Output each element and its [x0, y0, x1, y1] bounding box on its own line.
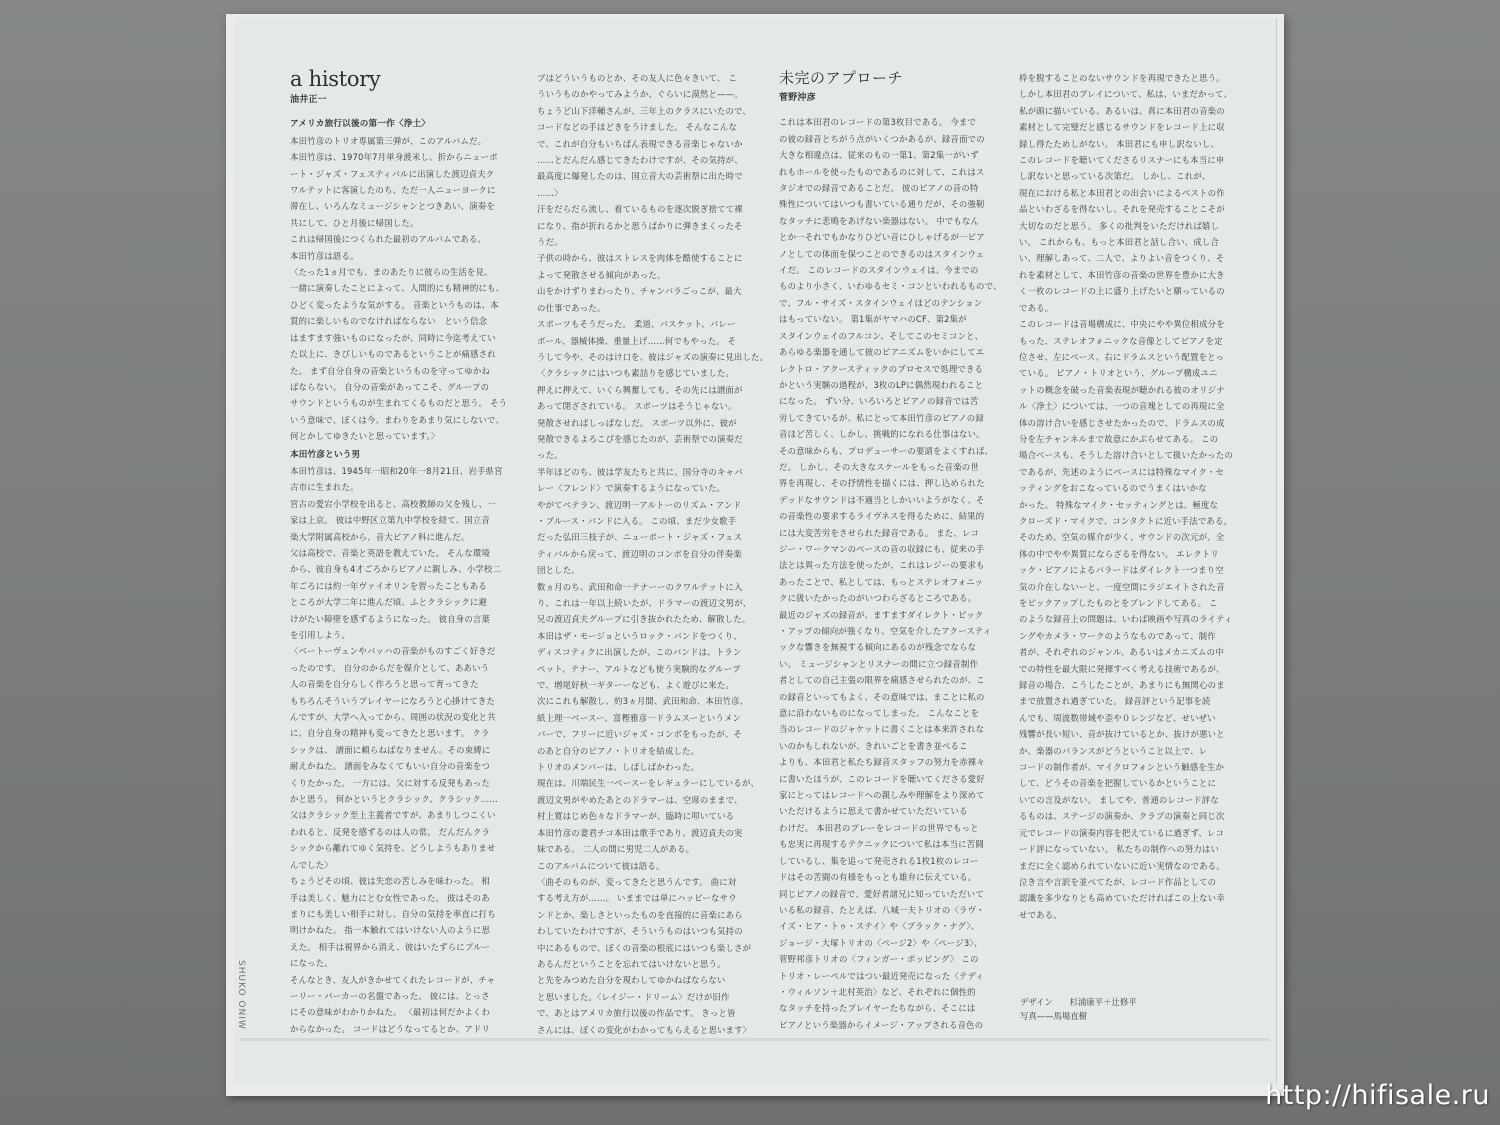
text-line: わけだ。 本田君のプレーをレコードの世界でもっと [779, 822, 979, 833]
text-line: えた。 相手は視界から消え、彼はいたずらにブルー [290, 941, 491, 952]
text-line: ンドとか、楽しさといったものを直接的に音楽にあら [537, 909, 743, 920]
text-line: 父は高校で、音楽と英語を教えていた。 そんな環境 [290, 547, 490, 558]
text-line: イだ。 このレコードのスタインウェイは、今までの [779, 265, 979, 276]
text-line: 汗をだらだら流し、着ているものを逐次脱ぎ捨てて裸 [537, 204, 743, 215]
text-line: これは帰国後につくられた最初のアルバムである。 [290, 234, 487, 245]
text-line: んでも、周波数帯域や歪や０レンジなど、せいぜい [1019, 712, 1216, 723]
text-line: になり、指が折れるかと思うばかりに弾きまくったそ [537, 220, 743, 231]
text-line: はますます強いものになったが、同時に今迄考えてい [290, 332, 496, 343]
text-line: シックは、 譜面に頼らねばなりません。その束縛に [290, 744, 491, 755]
text-line: るものは、ステージの演奏か、クラブの演奏と同じ次 [1019, 811, 1225, 822]
text-line: からなかった。 コードはどうなってるとか、アドリ [290, 1023, 491, 1034]
text-line: 団とした。 [537, 565, 580, 576]
text-line: と思いました。〈レイジー・ドリーム〉だけが旧作 [537, 991, 730, 1002]
text-line: さんには、ぼくの変化がわかってもらえると思います〉 [537, 1024, 752, 1035]
text-line: 共にして、ひと月後に帰国した。 [290, 217, 419, 228]
article-title-mikan: 未完のアプローチ [779, 69, 904, 87]
text-line: 泣き言や言訳を並べてたが、レコード作品としての [1019, 876, 1217, 887]
text-line: ている。 ピアノ・トリオという、グループ構成ユニ [1019, 368, 1218, 379]
text-line: 気の介在しないーと、一度空間にラジエイトされた音 [1019, 581, 1225, 592]
text-line: 同じピアノの録音で、愛好者諸兄に知っていただいて [779, 888, 984, 899]
text-line: ペット、テナー、アルトなども使う実験的なグループ [537, 663, 741, 674]
text-line: だ。 しかし、その大きなスケールをもった音楽の世 [779, 461, 979, 472]
text-line: 宮古の愛宕小学校を出ると、高校教師の父を残し、一 [290, 498, 496, 509]
text-line: ボール、器械体操、重量上げ……何でもやった。 そ [537, 335, 737, 346]
text-line: 品といわざるを得ないし、それを発売することこそが [1019, 204, 1225, 215]
text-line: ういうものかやってみようか、ぐらいに漠然と——。 [537, 89, 743, 100]
text-line: になった。 [290, 958, 333, 969]
text-line: ングやカメラ・ワークのようなものであって、制作 [1019, 630, 1216, 641]
text-line: に書いたほうが、このレコードを聴いてくださる愛好 [779, 773, 985, 784]
text-line: レクトロ・アクースティックのプロセスで処理できる [779, 363, 984, 374]
text-line: 者としての自己主張の限界を痛感させられたのが、こ [779, 675, 985, 686]
text-line: と先をみつめた自分を現わしてゆかねばならない [537, 975, 726, 986]
text-line: 本田竹彦は、1945年一昭和20年一8月21日、岩手県宮 [290, 465, 503, 476]
paragraph-block-4 [779, 114, 1002, 1033]
text-line: 者が、それぞれのジャンル、あるいはメカニズムの中 [1019, 647, 1224, 658]
text-line: ……〉 [537, 187, 563, 198]
subheading-2: 本田竹彦という男 [290, 449, 361, 460]
text-line: 労してきているが、私にとって本田竹彦のピアノの録 [779, 412, 984, 423]
text-line: イズ・ヒア・トゥ・ステイ〉や〈ブラック・ナグ〉、 [779, 921, 980, 932]
text-line: た以上に、きびしいものであるということが痛感され [290, 349, 496, 360]
text-line: 体の中でやや異質にならざるを得ない。 エレクトリ [1019, 548, 1219, 559]
text-line: 妹である。 二人の間に男児二人がある。 [537, 844, 695, 855]
text-line: ワルテットに客演したのち、ただ一人ニューヨークに [290, 185, 496, 196]
text-line: 数ヵ月のち、武田和命一テナーーのクワルテットに入 [537, 581, 743, 592]
text-line: もちろんそういうプレイヤーになろうと心掛けてきた [290, 695, 496, 706]
text-line: 界を再現し、その抒情性を描くには、押し込められた [779, 478, 985, 489]
text-line: 本田竹彦は、1970年7月単身渡米し、折からニューポ [290, 152, 498, 163]
text-line: 子供の時から、彼はストレスを肉体を酷使することに [537, 253, 743, 264]
text-line: うして今や、そのはけ口を、彼はジャズの演奏に見出した。 [537, 351, 769, 362]
text-line: んでした〉 [290, 859, 333, 870]
text-line: あるんだということを忘れてはいけないと思う。 [537, 958, 726, 969]
text-line: なタッチに悲鳴をあげない楽器はない。 中でもなん [779, 215, 980, 226]
text-line: コードなどの手ほどきをうけました。 そんなこんな [537, 122, 738, 133]
text-line: クに扱いたかったのがいつわらざるところである。 [779, 593, 977, 604]
text-line: 質的に楽しいものでなければならない という信念 [290, 316, 488, 327]
text-line: ック・ピアノによるバラードはダイレクト一つまり空 [1019, 565, 1224, 576]
text-line: とか一それでもかなりひどい音にひしゃげるが一ピア [779, 232, 985, 243]
text-line: ものより小さく、いわゆるセミ・コンといわれるもので、 [779, 281, 1002, 292]
text-line: 〈クラシックにはいつも素詰りを感じていました。 [537, 368, 735, 379]
text-line: あって閉ざされている。 スポーツはそうじゃない。 [537, 401, 737, 412]
column-4 [1019, 70, 1249, 923]
text-line: バーで、フリーに近いジャズ・コンボをもったが、そ [537, 729, 743, 740]
column-3 [779, 66, 1002, 1033]
text-line: けがたい障壁を感ずるようになった。 彼自身の言葉 [290, 613, 491, 624]
text-line: 一緒に演奏したことによって、人間的にも精神的にも、 [290, 283, 505, 294]
text-line: 法とは異った方法を使ったが、これはレジーの要求も [779, 560, 985, 571]
text-line: このレコードを聴いてくださるリスナーにも本当に申 [1019, 155, 1225, 166]
text-line: ちょうどその頃、彼は失恋の苦しみを味わった。 相 [290, 876, 491, 887]
text-line: うだ。 [537, 237, 563, 248]
text-line: 紙上理一ベースー、富樫雅彦一ドラムスーというメン [537, 712, 742, 723]
text-line: われると、反発を感ずるのは人の常。 だんだんクラ [290, 826, 491, 837]
text-line: ル〈浄土〉については、一つの音塊としての再現に全 [1019, 401, 1225, 412]
text-line: の仕事であった。 [537, 302, 606, 313]
text-line: これは本田君のレコードの第3枚目である。 今まで [779, 117, 977, 128]
text-line: た。 まず自分自身の音楽というものを守ってゆかね [290, 365, 491, 376]
text-line: ノとしての体面を保つことのできるのはスタインウェ [779, 248, 985, 259]
text-line: し訳ないと思っている次第だ。 しかし、これが、 [1019, 171, 1211, 182]
text-line: レー〈フレンド〉で演奏するようになっていた。 [537, 483, 726, 494]
text-line: 残響が長い短い、音が抜けているとか、抜けが悪いと [1019, 729, 1225, 740]
text-line: 本田竹彦のトリオ専属第三弾が、このアルバムだ。 [290, 135, 487, 146]
text-line: ットの概念を破った音楽表現が聴かれる彼のオリジナ [1019, 384, 1225, 395]
paragraph-block-1 [290, 133, 515, 445]
text-line: ……とだんだん感じてきたわけですが、その気持が、 [537, 155, 743, 166]
text-line: で、あとはアメリカ旅行以後の作品です。 きっと皆 [537, 1008, 736, 1019]
text-line: デッドなサウンドは不適当としかいいようがなく、そ [779, 494, 985, 505]
article-title-a-history: a history [290, 67, 381, 91]
text-line: 半年ほどのち、彼は学友たちと共に、国分寺のキャバ [537, 466, 743, 477]
credits-block [1020, 995, 1137, 1023]
record-edge [240, 1038, 1270, 1041]
text-line: 何とかしてゆきたいと思っています。〉 [290, 431, 440, 442]
text-line: まだに全く認められていないに近い実情なのである。 [1019, 860, 1225, 871]
text-line: 古市に生まれた。 [290, 482, 359, 493]
text-line: 私が頭に描いている、あるいは、真に本田君の音楽の [1019, 105, 1225, 116]
text-line: あったことで、私としては、もっとステレオフォニッ [779, 576, 984, 587]
text-line: 場合ベースも、そうした溶け合いとして扱いたかったの [1019, 450, 1233, 461]
text-line: せである。 [1019, 909, 1062, 920]
text-line: 発散させればしっぱなしだ。 スポーツ以外に、彼が [537, 417, 737, 428]
text-line: い。 これからも、もっと本田君と話し合い、成し合 [1019, 237, 1220, 248]
text-line: そのため、空気の媒介が少く、サウンドの次元が、全 [1019, 532, 1225, 543]
text-line: スポーツもそうだった。 柔道、バスケット、バレー [537, 319, 736, 330]
text-line: はもっていない。 第1集がヤマハのCF、第2集が [779, 314, 967, 325]
text-line: しているし、集を追って発売される1枚1枚のレコー [779, 855, 979, 866]
text-line: シックから離れてゆく気持を、どうしようもありませ [290, 843, 496, 854]
text-line: 現在における私と本田君との出会いによるベストの作 [1019, 187, 1225, 198]
text-line: まりにも美しい相手に対し、自分の気持を率直に打ち [290, 908, 496, 919]
text-line: して、どうその音楽を把握しているかということに [1019, 778, 1217, 789]
text-line: 年ごろには約一年ヴァイオリンを習ったこともある [290, 580, 487, 591]
subheading-1: アメリカ旅行以後の第一作〈浄土〉 [290, 119, 431, 130]
text-line: 人の音楽を自分らしく作ろうと思って育ってきた [290, 679, 479, 690]
text-line: かと思う。 何かというとクラシック、クラシック…… [290, 794, 498, 805]
text-line: 楽大学附属高校から、音大ピアノ科に進んだ。 [290, 531, 470, 542]
text-line: 押えに押えて、いくら興奮しても、その先には譜面が [537, 384, 743, 395]
text-line: れを素材として、本田竹彦の音楽の世界を豊かに大き [1019, 269, 1225, 280]
text-line: 録し得たためしがない。 本田君にも申し訳ないし、 [1019, 138, 1220, 149]
text-line: の音楽性の要求するライヴネスを得るために、結果的 [779, 511, 985, 522]
text-line: ード評になっていない。 私たちの制作への努力はい [1019, 844, 1220, 855]
text-line: 手は美しく、魅力にとむ女性であった。 彼はそのあ [290, 892, 490, 903]
text-line: だった弘田三枝子が、ニューポート・ジャズ・フェス [537, 532, 743, 543]
text-line: 体の溶け合いを感じさせたかったので、ドラムスの成 [1019, 417, 1225, 428]
text-line: 殊性についてはいつも書いている通りだが、その強靭 [779, 199, 985, 210]
text-line: 〈ベートーヴェンやバッハの音楽がものすごく好きだ [290, 646, 496, 657]
text-line: 滞在し、いろんなミュージシャンとつきあい、演奏を [290, 201, 495, 212]
paragraph-block-5 [1019, 70, 1249, 923]
text-line: く一枚のレコードの上に盛り上げたいと願っているの [1019, 286, 1225, 297]
text-line: ドはその苦闘の有様をもっとも雄弁に伝えている。 [779, 872, 977, 883]
credit-design: デザイン 杉浦康平＋辻修平 [1020, 997, 1137, 1007]
text-line: ところが大学二年に進んだ頃、ふとクラシックに避 [290, 597, 488, 608]
text-line: トリオのメンバーは、しばしばかわった。 [537, 762, 700, 773]
text-line: 素材として完璧だと感じるサウンドをレコード上に収 [1019, 122, 1225, 133]
text-line: する考え方が……。 いままでは単にハッピーなサウ [537, 893, 737, 904]
text-line: 本田はザ・モージョというロック・バンドをつくり、 [537, 630, 742, 641]
text-line: った。 [537, 450, 563, 461]
text-line: での特性を最大限に発揮すべく考える技術であるが、 [1019, 663, 1225, 674]
text-line: 家は上京。 彼は中野区立第九中学校を経て、国立音 [290, 515, 490, 526]
text-line: の録音といってもよく、その意味では、まことに私の [779, 691, 985, 702]
article-author-2: 菅野沖彦 [779, 93, 816, 103]
text-line: を引用しよう。 [290, 630, 351, 640]
text-line: よって発散させる傾向があった。 [537, 269, 666, 280]
text-line: 位させ、左にベース、右にドラムスという配置をとっ [1019, 351, 1225, 362]
text-line: なタッチを持ったプレイヤーたちながら、そこには [779, 1003, 976, 1014]
text-line: まで放置され過ぎていた。 録音評という記事を読 [1019, 696, 1211, 707]
text-line: いる私の録音、たとえば、八城一夫トリオの〈ラヴ・ [779, 904, 985, 915]
text-line: トリオ・レーベルではつい最近発売になった〈テディ [779, 970, 985, 981]
text-line: クローズド・マイクで、コンタクトに近い手法である。 [1019, 515, 1233, 526]
text-line: い、理解しあって、二人で、よりよい音をつくり、そ [1019, 253, 1225, 264]
text-line: いのかもしれないが、きれいごとを書き並べるこ [779, 740, 968, 751]
paragraph-block-3 [537, 70, 769, 1038]
text-line: り、これは一年以上続いたが、ドラマーの渡辺文男が、 [537, 598, 752, 608]
text-line: 現在は、川端民生一ベースーをレギュラーにしているが、 [537, 778, 760, 789]
text-line: い。 ミュージシャンとリスナーの間に立つ録音制作 [779, 658, 979, 669]
text-line: 本田竹彦は語る。 [290, 250, 359, 261]
text-line: から、彼自身も4才ごろからピアノに親しみ、小学校二 [290, 564, 502, 575]
text-line: いての言及がない。 ましてや、普通のレコード評な [1019, 794, 1219, 805]
text-line: 認識を多少なりとも高めていただければこの上ない幸 [1019, 893, 1225, 904]
text-line: ・ウィルソン＋北村英治〉など、それぞれに個性的 [779, 986, 976, 997]
text-line: わしていたわけですが、そういうものはいつも気持の [537, 926, 743, 937]
column-1 [290, 66, 515, 1037]
text-line: ート・ジャズ・フェスティバルに出演した渡辺貞夫ク [290, 168, 495, 179]
text-line: 意に沿わないものになってしまった。 こんなことを [779, 708, 980, 719]
text-line: いただけるように思えて書かせていただいている [779, 806, 968, 817]
text-line: サウンドというものが生まれてくるものだと思う。 そう [290, 398, 508, 409]
text-line: をピックアップしたものとをブレンドしてある。 こ [1019, 598, 1218, 608]
text-line: 家にとってはレコードへの親しみや理解をより深めて [779, 790, 985, 801]
text-line: のような録音上の問題は、いわば映画や写真のライティ [1019, 614, 1233, 625]
text-line: あらゆる楽器を通して彼のピアニズムをいかにしてエ [779, 347, 985, 358]
text-line: 大きな相違点は、従来のもの一第1、第2集一がいず [779, 150, 979, 161]
text-line: スタインウェイのフルコン、そしてこのセミコンと、 [779, 330, 984, 341]
text-line: 分を左チャンネルまで故意にかぶらせてある。 この [1019, 433, 1219, 444]
text-line: コードの制作者が、マイクロフォンという触感を生か [1019, 762, 1225, 773]
text-line: には大変苦労をさせられた録音である。 また、レコ [779, 527, 980, 538]
text-line: 渡辺文男がやめたあとのドラマーは、空席のままで、 [537, 794, 743, 805]
text-line: ・ブルース・バンドに入る。 この頃、まだ少女歌手 [537, 515, 737, 526]
text-line: の彼の録音とちがう点がいくつかあるが、録音面での [779, 133, 985, 144]
text-line: このレコードは音場構成に、中央にやや異位相成分を [1019, 319, 1225, 330]
text-line: か、楽器のバランスがどうということ以上で、レ [1019, 745, 1208, 756]
text-line: んですが、大学へ入ってから、周囲の状況の変化と共 [290, 712, 496, 723]
text-line: 兄の渡辺貞夫グループに引き抜かれたため、解散した。 [537, 614, 751, 625]
text-line: 耐えかねた。 譜面をみなくてもいい自分の音楽をつ [290, 761, 491, 772]
article-author-1: 油井正一 [290, 95, 327, 105]
text-line: ばならない。 自分の音楽があってこそ、グループの [290, 381, 490, 392]
text-line: いう意味で、ぼくは今、まわりをあまり気にしないで、 [290, 414, 505, 425]
text-line: である。 [1019, 302, 1054, 313]
text-line: ・アップの傾向が強くなり、空気を介したアクースティ [779, 626, 992, 636]
text-line: も忠実に再現するテクニックについて私は本当に苦闘 [779, 839, 984, 850]
text-line: かという実験の過程が、3枚のLPに偶然現われること [779, 379, 984, 390]
text-line: ちょうど山下洋輔さんが、三年上のクラスにいたので、 [537, 105, 751, 116]
text-line: ピアノという楽器からイメージ・アップされる音色の [779, 1019, 984, 1030]
text-line: 発散できるよろこびを感じたのが、芸術祭での演奏だ [537, 433, 743, 444]
text-line: 中にあるもので、ぼくの音楽の根底にはいつも楽しさが [537, 942, 752, 953]
text-line: 父はクラシック至上主義者ですが、あまりしつこくい [290, 810, 496, 821]
text-line: で、これが自分もいちばん表現できる音楽じゃないか [537, 138, 743, 149]
text-line: になった。 ずい分、いろいろとピアノの録音では苦 [779, 396, 979, 407]
text-line: タジオでの録音であることだ。 彼のピアノの音の特 [779, 183, 979, 194]
text-line: ブはどういうものとか、その友人に色々きいて、 こ [537, 73, 737, 83]
credit-photo: 写真——馬場直樹 [1020, 1011, 1087, 1021]
text-line: ひどく変ったような気がする。 音楽というものは、本 [290, 299, 499, 310]
text-line: しかし本田君のプレイについて、私は、いまだかって、 [1019, 89, 1233, 100]
text-line: 〈曲そのものが、変ってきたと思うんです。 曲に対 [537, 876, 737, 887]
text-line: で、増尾好秋一ギターーなども、よく遊びに来た。 [537, 680, 734, 691]
text-line: 明けかねた。 指一本触れてはいけない人のように思 [290, 925, 491, 936]
text-line: 大切なのだと思う。 多くの批判をいただければ嬉し [1019, 220, 1220, 231]
text-line: 本田竹彦の妻君チコ本田は歌手であり、渡辺貞夫の実 [537, 827, 743, 838]
text-line: 音ほど苦しく、しかし、挑戦的になれる仕事はない。 [779, 429, 985, 440]
text-line: ディスコティクに出演したが、このバンドは、トラン [537, 647, 742, 658]
text-line: のあと自分のピアノ・トリオを結成した。 [537, 745, 700, 756]
text-line: 山をかけずりまわったり、チャンバラごっこが、最大 [537, 286, 742, 297]
text-line: ったのです。 自分のからだを媒介として、ああいう [290, 662, 490, 673]
text-line: もった、ステレオフォニックな音像としてピアノを定 [1019, 335, 1223, 346]
text-line: ティバルから戻って、渡辺明のコンボを自分の伴奏楽 [537, 548, 742, 559]
text-line: 次にこれも解散し、約3ヵ月間、武田和命、本田竹彦、 [537, 696, 749, 707]
text-line: 村上寛はじめ色々なドラマーが、臨時に叩いている [537, 811, 735, 822]
text-line: ーリー・パーカーの名盤であった。 彼には、とっさ [290, 990, 490, 1001]
text-line: 当のレコードのジャケットに書くことは本来許されな [779, 724, 985, 735]
text-line: その意味からも、プロデューサーの要請をよくすれば、 [779, 445, 994, 456]
column-2 [537, 70, 769, 1038]
paragraph-block-2 [290, 463, 515, 1037]
text-line: ッティングをおこなっているのでうまくはいかな [1019, 483, 1207, 494]
text-line: 最近のジャズの録音が、ますますダイレクト・ピック [779, 609, 984, 620]
text-line: ジー・ワークマンのベースの音の収録にも、従来の手 [779, 543, 985, 554]
text-line: 元でレコードの演奏内容を把えているに過ぎず、レコ [1019, 827, 1225, 838]
text-line: ジョージ・大塚トリオの〈ページ2〉や〈ページ3〉、 [779, 937, 983, 948]
text-line: ックな響きを無視する傾向にあるのが残念でならな [779, 642, 977, 653]
text-line: このアルバムについて彼は語る。 [537, 860, 665, 871]
text-line: に、自分自身の精神も変ってきたと思います。 クラ [290, 728, 490, 739]
text-line: れもホールを使ったものであるのに対して、これはス [779, 166, 985, 177]
text-line: であるが、先述のようにベースには特殊なマイク・セ [1019, 466, 1225, 477]
watermark-url: http://hifisale.ru [1265, 1080, 1490, 1111]
text-line: 最高度に爆発したのは、国立音大の芸術祭に出た時で [537, 171, 743, 182]
text-line: よりも、本田君と私たち録音スタッフの努力を赤裸々 [779, 757, 985, 768]
text-line: そんなとき、友人がきかせてくれたレコードが、チャ [290, 974, 496, 985]
text-line: で、フル・サイズ・スタインウェイほどのテンション [779, 297, 983, 308]
text-line: 〈たった1ヵ月でも、まのあたりに彼らの生活を見、 [290, 267, 493, 278]
text-line: 菅野邦彦トリオの〈フィンガー・ポッピング〉 この [779, 954, 979, 965]
text-line: 録音の場合、こうしたことが、あまりにも無関心のま [1019, 680, 1225, 691]
text-line: 枠を脱することのないサウンドを再現できたと思う。 [1019, 73, 1225, 83]
spine-text: SHUKO ONIW [236, 960, 246, 1030]
text-line: くりたかった。 一方には、父に対する反発もあった [290, 777, 491, 788]
text-line: にその意味がわかりかねた。 〈最初は何だかよくわ [290, 1007, 491, 1018]
text-line: かった。 特殊なマイク・セッティングとは、極度な [1019, 499, 1219, 510]
text-line: やがてペテラン、渡辺明一アルトーのリズム・アンド [537, 499, 742, 510]
